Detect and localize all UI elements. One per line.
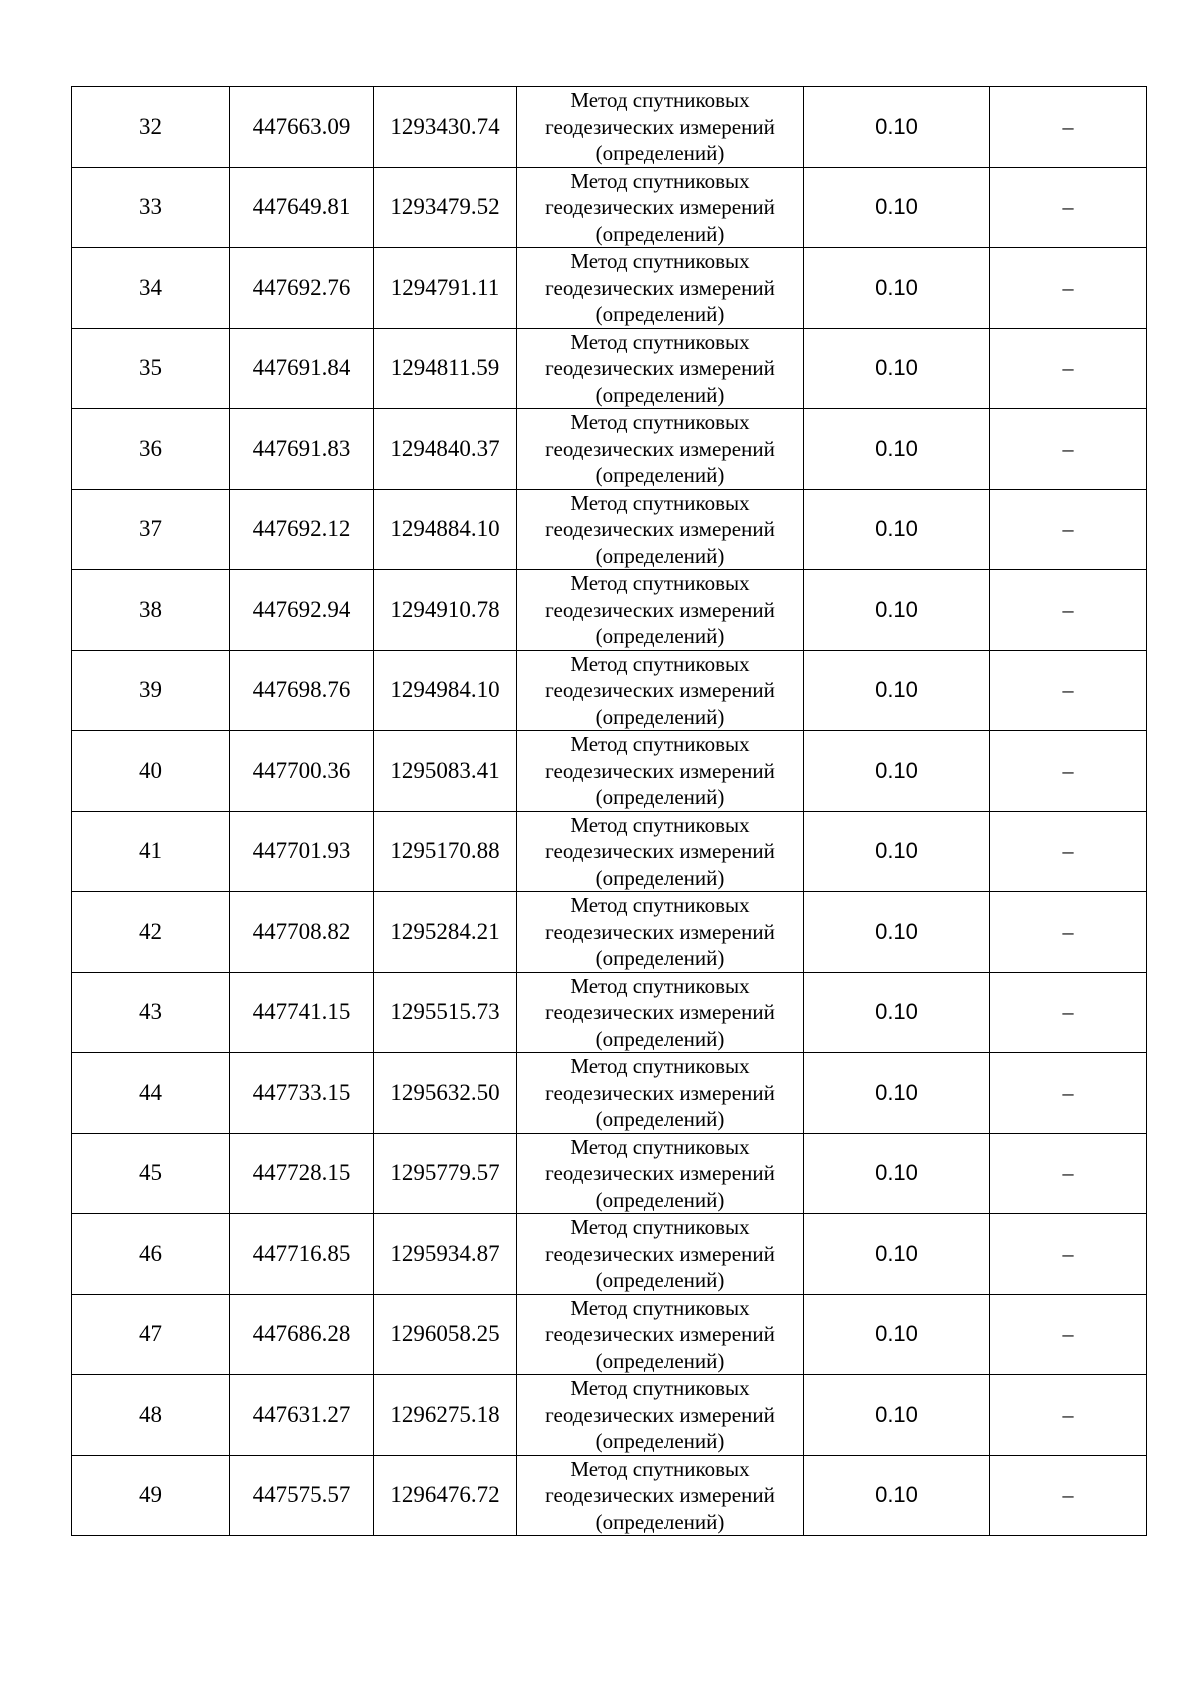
method-line: (определений): [595, 543, 725, 568]
note-cell: –: [990, 489, 1147, 570]
method-line: (определений): [595, 704, 725, 729]
accuracy-cell: 0.10: [804, 489, 990, 570]
method-line: геодезических измерений: [545, 356, 775, 380]
accuracy-cell: 0.10: [804, 1375, 990, 1456]
x-coordinate-cell: 447575.57: [230, 1455, 374, 1536]
method-line: Метод спутниковых: [570, 249, 750, 273]
point-number-cell: 45: [72, 1133, 230, 1214]
note-cell: –: [990, 1294, 1147, 1375]
method-line: геодезических измерений: [545, 1322, 775, 1346]
table-row: [72, 489, 1147, 570]
x-coordinate-cell: 447692.76: [230, 248, 374, 329]
y-coordinate-cell: 1294811.59: [374, 328, 517, 409]
accuracy-cell: 0.10: [804, 731, 990, 812]
accuracy-cell: 0.10: [804, 892, 990, 973]
y-coordinate-cell: 1295934.87: [374, 1214, 517, 1295]
table-row: [72, 811, 1147, 892]
method-line: геодезических измерений: [545, 1000, 775, 1024]
x-coordinate-cell: 447701.93: [230, 811, 374, 892]
y-coordinate-cell: 1296058.25: [374, 1294, 517, 1375]
x-coordinate-cell: 447631.27: [230, 1375, 374, 1456]
method-line: Метод спутниковых: [570, 88, 750, 112]
y-coordinate-cell: 1295284.21: [374, 892, 517, 973]
point-number-cell: 40: [72, 731, 230, 812]
x-coordinate-cell: 447708.82: [230, 892, 374, 973]
method-cell: [517, 892, 804, 973]
table-row: [72, 167, 1147, 248]
method-cell: [517, 1053, 804, 1134]
table-row: [72, 248, 1147, 329]
accuracy-cell: 0.10: [804, 1053, 990, 1134]
table-row: [72, 1053, 1147, 1134]
table-row: [72, 1133, 1147, 1214]
method-line: Метод спутниковых: [570, 973, 750, 998]
note-cell: –: [990, 1455, 1147, 1536]
point-number-cell: 48: [72, 1375, 230, 1456]
x-coordinate-cell: 447692.94: [230, 570, 374, 651]
accuracy-cell: 0.10: [804, 167, 990, 248]
point-number-cell: 41: [72, 811, 230, 892]
y-coordinate-cell: 1295515.73: [374, 972, 517, 1053]
method-line: (определений): [595, 865, 725, 890]
method-cell: [517, 1214, 804, 1295]
method-line: геодезических измерений: [545, 1241, 775, 1266]
method-cell: [517, 328, 804, 409]
accuracy-cell: 0.10: [804, 650, 990, 731]
method-line: Метод спутниковых: [570, 1456, 750, 1481]
method-line: (определений): [595, 463, 725, 487]
method-line: (определений): [595, 1429, 725, 1453]
method-line: геодезических измерений: [545, 1080, 775, 1105]
point-number-cell: 36: [72, 409, 230, 490]
method-line: Метод спутниковых: [570, 812, 750, 837]
y-coordinate-cell: 1295632.50: [374, 1053, 517, 1134]
accuracy-cell: 0.10: [804, 409, 990, 490]
note-cell: –: [990, 650, 1147, 731]
method-cell: [517, 731, 804, 812]
x-coordinate-cell: 447663.09: [230, 87, 374, 168]
note-cell: –: [990, 167, 1147, 248]
method-line: геодезических измерений: [545, 517, 775, 541]
method-line: Метод спутниковых: [570, 571, 750, 595]
x-coordinate-cell: 447733.15: [230, 1053, 374, 1134]
method-line: геодезических измерений: [545, 114, 775, 139]
method-line: (определений): [595, 1268, 725, 1292]
method-line: Метод спутниковых: [570, 168, 750, 193]
y-coordinate-cell: 1293479.52: [374, 167, 517, 248]
method-cell: [517, 1133, 804, 1214]
method-line: геодезических измерений: [545, 919, 775, 944]
point-number-cell: 34: [72, 248, 230, 329]
x-coordinate-cell: 447698.76: [230, 650, 374, 731]
method-line: геодезических измерений: [545, 275, 775, 300]
accuracy-cell: 0.10: [804, 87, 990, 168]
table-row: [72, 1375, 1147, 1456]
y-coordinate-cell: 1294884.10: [374, 489, 517, 570]
x-coordinate-cell: 447649.81: [230, 167, 374, 248]
point-number-cell: 32: [72, 87, 230, 168]
method-cell: [517, 248, 804, 329]
method-line: геодезических измерений: [545, 597, 775, 622]
point-number-cell: 35: [72, 328, 230, 409]
y-coordinate-cell: 1294910.78: [374, 570, 517, 651]
x-coordinate-cell: 447686.28: [230, 1294, 374, 1375]
note-cell: –: [990, 972, 1147, 1053]
method-cell: [517, 87, 804, 168]
point-number-cell: 44: [72, 1053, 230, 1134]
method-line: (определений): [595, 785, 725, 809]
table-row: [72, 328, 1147, 409]
accuracy-cell: 0.10: [804, 811, 990, 892]
note-cell: –: [990, 1214, 1147, 1295]
coordinates-table: [71, 86, 1147, 1536]
point-number-cell: 49: [72, 1455, 230, 1536]
note-cell: –: [990, 892, 1147, 973]
note-cell: –: [990, 87, 1147, 168]
method-cell: [517, 1375, 804, 1456]
method-cell: [517, 811, 804, 892]
table-row: [72, 1214, 1147, 1295]
method-cell: [517, 570, 804, 651]
method-cell: [517, 1294, 804, 1375]
method-cell: [517, 1455, 804, 1536]
method-line: (определений): [595, 221, 725, 246]
method-line: Метод спутниковых: [570, 1134, 750, 1159]
x-coordinate-cell: 447691.83: [230, 409, 374, 490]
note-cell: –: [990, 328, 1147, 409]
point-number-cell: 37: [72, 489, 230, 570]
note-cell: –: [990, 1133, 1147, 1214]
table-row: [72, 1455, 1147, 1536]
method-line: (определений): [595, 1509, 725, 1534]
table-row: [72, 972, 1147, 1053]
method-line: Метод спутниковых: [570, 490, 750, 515]
point-number-cell: 43: [72, 972, 230, 1053]
method-line: геодезических измерений: [545, 678, 775, 702]
accuracy-cell: 0.10: [804, 570, 990, 651]
method-cell: [517, 167, 804, 248]
table-row: [72, 1294, 1147, 1375]
method-line: (определений): [595, 1026, 725, 1051]
x-coordinate-cell: 447692.12: [230, 489, 374, 570]
method-line: геодезических измерений: [545, 839, 775, 863]
method-line: Метод спутниковых: [570, 732, 750, 756]
method-line: (определений): [595, 624, 725, 648]
note-cell: –: [990, 811, 1147, 892]
table-row: [72, 409, 1147, 490]
table-row: [72, 87, 1147, 168]
method-line: Метод спутниковых: [570, 893, 750, 917]
table-row: [72, 570, 1147, 651]
method-line: геодезических измерений: [545, 436, 775, 461]
method-line: Метод спутниковых: [570, 1295, 750, 1320]
note-cell: –: [990, 1053, 1147, 1134]
method-line: (определений): [595, 382, 725, 407]
y-coordinate-cell: 1296275.18: [374, 1375, 517, 1456]
x-coordinate-cell: 447741.15: [230, 972, 374, 1053]
point-number-cell: 46: [72, 1214, 230, 1295]
point-number-cell: 33: [72, 167, 230, 248]
point-number-cell: 38: [72, 570, 230, 651]
point-number-cell: 39: [72, 650, 230, 731]
method-cell: [517, 409, 804, 490]
method-line: Метод спутниковых: [570, 329, 750, 354]
method-line: (определений): [595, 946, 725, 970]
y-coordinate-cell: 1295779.57: [374, 1133, 517, 1214]
method-line: геодезических измерений: [545, 195, 775, 219]
accuracy-cell: 0.10: [804, 328, 990, 409]
table-row: [72, 892, 1147, 973]
y-coordinate-cell: 1294840.37: [374, 409, 517, 490]
method-cell: [517, 489, 804, 570]
method-line: (определений): [595, 302, 725, 326]
method-line: Метод спутниковых: [570, 1215, 750, 1239]
y-coordinate-cell: 1294791.11: [374, 248, 517, 329]
method-line: Метод спутниковых: [570, 1054, 750, 1078]
method-cell: [517, 972, 804, 1053]
method-line: геодезических измерений: [545, 758, 775, 783]
table-row: [72, 731, 1147, 812]
x-coordinate-cell: 447728.15: [230, 1133, 374, 1214]
x-coordinate-cell: 447716.85: [230, 1214, 374, 1295]
y-coordinate-cell: 1295083.41: [374, 731, 517, 812]
y-coordinate-cell: 1294984.10: [374, 650, 517, 731]
method-line: (определений): [595, 1107, 725, 1131]
accuracy-cell: 0.10: [804, 1294, 990, 1375]
method-line: геодезических измерений: [545, 1483, 775, 1507]
y-coordinate-cell: 1293430.74: [374, 87, 517, 168]
accuracy-cell: 0.10: [804, 248, 990, 329]
coordinates-table-body: [72, 87, 1147, 1536]
method-line: (определений): [595, 1348, 725, 1373]
accuracy-cell: 0.10: [804, 1133, 990, 1214]
method-line: (определений): [595, 1187, 725, 1212]
method-line: (определений): [595, 141, 725, 165]
note-cell: –: [990, 731, 1147, 812]
method-line: Метод спутниковых: [570, 410, 750, 434]
x-coordinate-cell: 447700.36: [230, 731, 374, 812]
y-coordinate-cell: 1296476.72: [374, 1455, 517, 1536]
note-cell: –: [990, 409, 1147, 490]
method-line: Метод спутниковых: [570, 1376, 750, 1400]
y-coordinate-cell: 1295170.88: [374, 811, 517, 892]
method-line: геодезических измерений: [545, 1402, 775, 1427]
accuracy-cell: 0.10: [804, 1455, 990, 1536]
table-row: [72, 650, 1147, 731]
accuracy-cell: 0.10: [804, 972, 990, 1053]
point-number-cell: 42: [72, 892, 230, 973]
method-line: геодезических измерений: [545, 1161, 775, 1185]
method-cell: [517, 650, 804, 731]
note-cell: –: [990, 1375, 1147, 1456]
method-line: Метод спутниковых: [570, 651, 750, 676]
point-number-cell: 47: [72, 1294, 230, 1375]
x-coordinate-cell: 447691.84: [230, 328, 374, 409]
note-cell: –: [990, 248, 1147, 329]
accuracy-cell: 0.10: [804, 1214, 990, 1295]
note-cell: –: [990, 570, 1147, 651]
